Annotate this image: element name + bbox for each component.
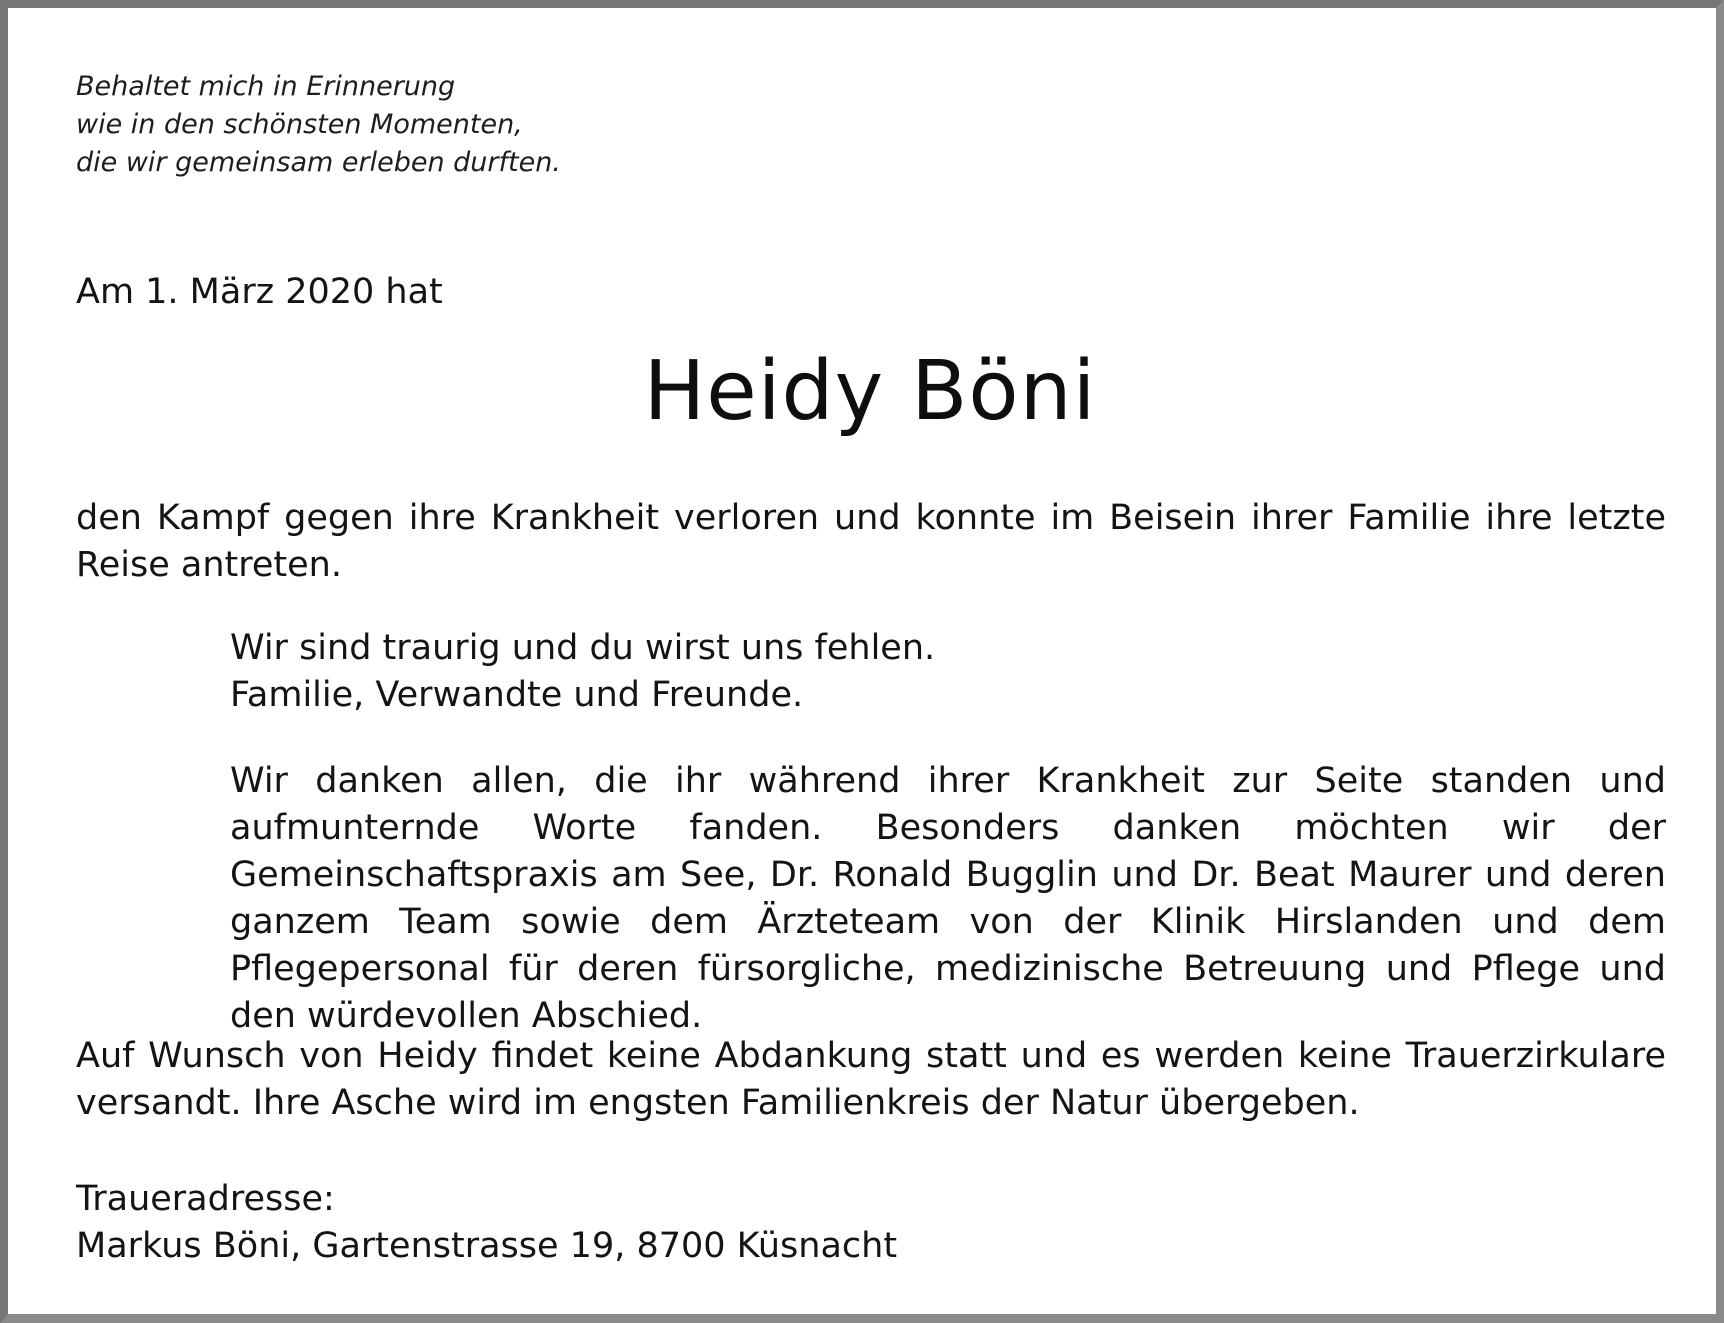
motto-line-1: Behaltet mich in Erinnerung — [76, 71, 456, 102]
struggle-paragraph: den Kampf gegen ihre Krankheit verloren und konnte im Beisein ihrer Familie ihre letzte Reise antreten. — [76, 498, 1666, 585]
funeral-wish-paragraph: Auf Wunsch von Heidy findet keine Abdankung statt und es werden keine Trauerzirkulare versandt. Ihre Asche wird im engsten Familienkreis der Natur übergeben. — [76, 1036, 1666, 1123]
deceased-name: Heidy Böni — [643, 344, 1097, 439]
motto-verse — [76, 68, 561, 182]
address-label: Traueradresse: — [76, 1179, 335, 1219]
mourning-line-1: Wir sind traurig und du wirst uns fehlen. — [230, 628, 936, 668]
motto-line-2: wie in den schönsten Momenten, — [76, 109, 523, 140]
intro-date-line: Am 1. März 2020 hat — [76, 272, 443, 312]
motto-line-3: die wir gemeinsam erleben durften. — [76, 147, 561, 178]
thanks-paragraph: Wir danken allen, die ihr während ihrer Krankheit zur Seite standen und aufmunternde Worte fanden. Besonders danken möchten wir der Gemeinschaftspraxis am See, Dr. Ronald Bugglin und Dr. Beat Maurer und deren ganzem Team sowie dem Ärzteteam von der Klinik Hirslanden und dem Pflegepersonal für deren fürsorgliche, medizinische Betreuung und Pflege und den würdevollen Abschied. — [230, 761, 1666, 1036]
address-value: Markus Böni, Gartenstrasse 19, 8700 Küsnacht — [76, 1226, 898, 1266]
mourning-line-2: Familie, Verwandte und Freunde. — [230, 675, 804, 715]
mourning-address — [76, 1176, 897, 1270]
mourning-paragraph — [230, 625, 1666, 719]
